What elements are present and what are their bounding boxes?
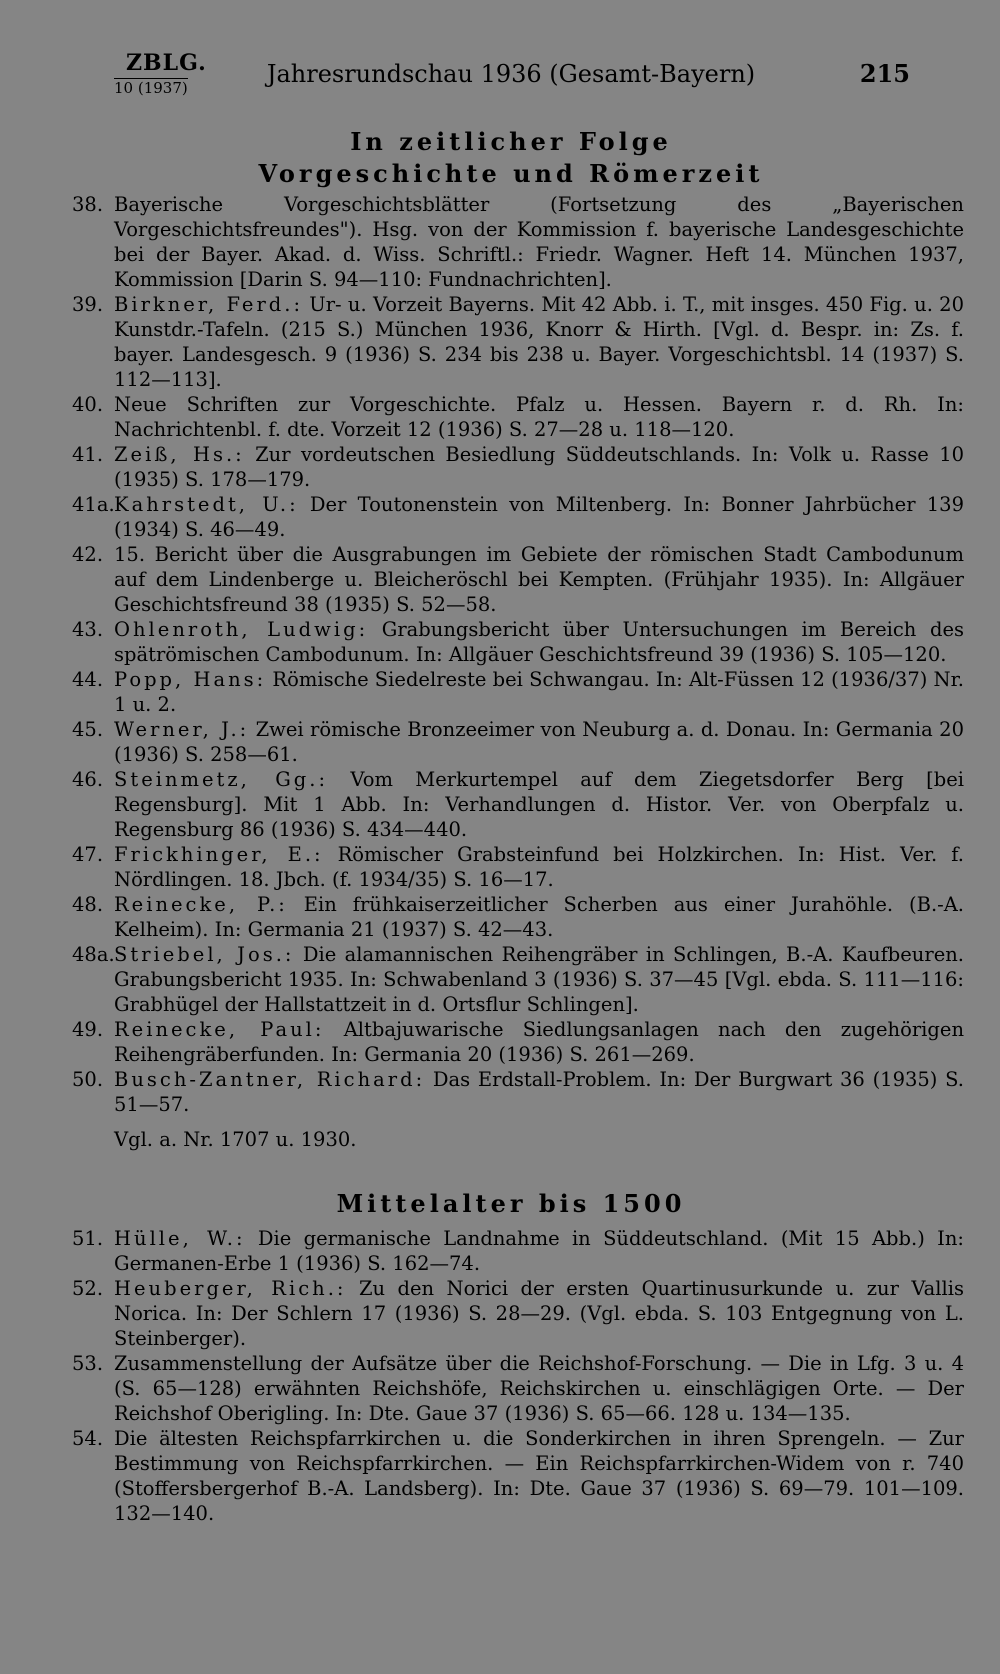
- entry-author: Birkner, Ferd.:: [114, 293, 304, 316]
- entry-number: 38.: [72, 193, 104, 216]
- entry-text: Zusammenstellung der Aufsätze über die Reichshof-Forschung. — Die in Lfg. 3 u. 4 (S. 65—128) erwähnten Reichshöfe, Reichskirchen u. einschlägigen Orte. — Der Reichshof Oberigling. In: Dte. Gaue 37 (1936) S. 65—66. 128 u. 134—135.: [114, 1352, 964, 1425]
- entry-number: 47.: [72, 843, 104, 866]
- entry-author: Ohlenroth, Ludwig:: [114, 618, 369, 641]
- bibliography-entry: [58, 192, 964, 292]
- entry-text: Römische Siedelreste bei Schwangau. In: Alt-Füssen 12 (1936/37) Nr. 1 u. 2.: [114, 668, 964, 716]
- entry-text: Die alamannischen Reihengräber in Schlingen, B.-A. Kaufbeuren. Grabungsbericht 1935. In: Schwabenland 3 (1936) S. 37—45 [Vgl. ebda. S. 111—116: Grabhügel der Hallstattzeit in d. Ortsflur Schlingen].: [114, 943, 964, 1016]
- bibliography-entry: [58, 392, 964, 442]
- entry-number: 41.: [72, 443, 104, 466]
- bibliography-entry: [58, 1226, 964, 1276]
- bibliography-entry: [58, 1426, 964, 1526]
- bibliography-entry: [58, 1067, 964, 1117]
- entry-author: Reinecke, P.:: [114, 893, 288, 916]
- entry-number: 46.: [72, 768, 104, 791]
- entry-author: Frickhinger, E.:: [114, 843, 324, 866]
- entry-number: 48.: [72, 893, 104, 916]
- bibliography-entry: [58, 617, 964, 667]
- bibliography-entry: [58, 1276, 964, 1351]
- bibliography-entry: [58, 1017, 964, 1067]
- running-title: Jahresrundschau 1936 (Gesamt-Bayern): [266, 60, 756, 88]
- middle-ages-bibliography-list: [58, 1226, 964, 1526]
- entry-text: Zu den Norici der ersten Quartinusurkunde u. zur Vallis Norica. In: Der Schlern 17 (1936) S. 28—29. (Vgl. ebda. S. 103 Entgegnung von L. Steinberger).: [114, 1277, 965, 1350]
- entry-text: Ein frühkaiserzeitlicher Scherben aus einer Jurahöhle. (B.-A. Kelheim). In: Germania 21 (1937) S. 42—43.: [114, 893, 965, 941]
- entry-text: Grabungsbericht über Untersuchungen im Bereich des spätrömischen Cambodunum. In: Allgäuer Geschichtsfreund 39 (1936) S. 105—120.: [114, 618, 964, 666]
- entry-number: 48a.: [72, 943, 115, 966]
- entry-text: Neue Schriften zur Vorgeschichte. Pfalz u. Hessen. Bayern r. d. Rh. In: Nachrichtenbl. f. dte. Vorzeit 12 (1936) S. 27—28 u. 118—120.: [114, 393, 964, 441]
- entry-number: 40.: [72, 393, 104, 416]
- entry-text: Römischer Grabsteinfund bei Holzkirchen. In: Hist. Ver. f. Nördlingen. 18. Jbch. (f. 1934/35) S. 16—17.: [114, 843, 964, 891]
- entry-number: 53.: [72, 1352, 104, 1375]
- entry-text: Zur vordeutschen Besiedlung Süddeutschlands. In: Volk u. Rasse 10 (1935) S. 178—179.: [114, 443, 965, 491]
- entry-text: Die germanische Landnahme in Süddeutschland. (Mit 15 Abb.) In: Germanen-Erbe 1 (1936) S. 162—74.: [114, 1227, 964, 1275]
- entry-author: Striebel, Jos.:: [114, 943, 295, 966]
- bibliography-entry: [58, 942, 964, 1017]
- entry-number: 49.: [72, 1018, 104, 1041]
- page-number: 215: [859, 59, 910, 88]
- bibliography-entry: [58, 442, 964, 492]
- entry-text: Ur- u. Vorzeit Bayerns. Mit 42 Abb. i. T., mit insges. 450 Fig. u. 20 Kunstdr.-Tafeln. (215 S.) München 1936, Knorr & Hirth. [Vgl. d. Bespr. in: Zs. f. bayer. Landesgesch. 9 (1936) S. 234 bis 238 u. Bayer. Vorgeschichtsbl. 14 (1937) S. 112—113].: [114, 293, 964, 391]
- see-also-reference: Vgl. a. Nr. 1707 u. 1930.: [114, 1128, 357, 1151]
- entry-author: Busch-Zantner, Richard:: [114, 1068, 426, 1091]
- bibliography-entry: [58, 492, 964, 542]
- entry-text: Altbajuwarische Siedlungsanlagen nach den zugehörigen Reihengräberfunden. In: Germania 20 (1936) S. 261—269.: [114, 1018, 964, 1066]
- bibliography-entry: [58, 842, 964, 892]
- entry-author: Kahrstedt, U.:: [114, 493, 299, 516]
- entry-author: Popp, Hans:: [114, 668, 267, 691]
- entry-number: 44.: [72, 668, 104, 691]
- entry-number: 52.: [72, 1277, 104, 1300]
- entry-number: 41a.: [72, 493, 115, 516]
- entry-text: Zwei römische Bronzeeimer von Neuburg a. d. Donau. In: Germania 20 (1936) S. 258—61.: [114, 718, 964, 766]
- entry-number: 43.: [72, 618, 104, 641]
- page-header: [58, 0, 964, 100]
- entry-text: Die ältesten Reichspfarrkirchen u. die Sonderkirchen in ihren Sprengeln. — Zur Bestimmung von Reichspfarrkirchen. — Ein Reichspfarrkirchen-Widem von r. 740 (Stoffersbergerhof B.-A. Landsberg). In: Dte. Gaue 37 (1936) S. 69—79. 101—109. 132—140.: [114, 1427, 964, 1525]
- entry-text: Das Erdstall-Problem. In: Der Burgwart 36 (1935) S. 51—57.: [114, 1068, 965, 1116]
- entry-text: 15. Bericht über die Ausgrabungen im Gebiete der römischen Stadt Cambodunum auf dem Lindenberge u. Bleicheröschl bei Kempten. (Frühjahr 1935). In: Allgäuer Geschichtsfreund 38 (1935) S. 52—58.: [114, 543, 964, 616]
- entry-author: Heuberger, Rich.:: [114, 1277, 347, 1300]
- entry-number: 45.: [72, 718, 104, 741]
- entry-author: Steinmetz, Gg.:: [114, 768, 329, 791]
- entry-number: 39.: [72, 293, 104, 316]
- bibliography-entry: [58, 717, 964, 767]
- entry-number: 54.: [72, 1427, 104, 1450]
- bibliography-entry: [58, 292, 964, 392]
- bibliography-entry: [58, 667, 964, 717]
- entry-author: Werner, J.:: [114, 718, 250, 741]
- entry-author: Zeiß, Hs.:: [114, 443, 245, 466]
- bibliography-entry: [58, 542, 964, 617]
- entry-number: 51.: [72, 1227, 104, 1250]
- heading-chronological-order: In zeitlicher Folge: [350, 127, 672, 156]
- bibliography-entry: [58, 1351, 964, 1426]
- prehistory-bibliography-list: [58, 192, 964, 1117]
- entry-author: Reinecke, Paul:: [114, 1018, 325, 1041]
- entry-number: 42.: [72, 543, 104, 566]
- entry-author: Hülle, W.:: [114, 1227, 246, 1250]
- bibliography-entry: [58, 767, 964, 842]
- journal-abbreviation: ZBLG.: [126, 50, 207, 76]
- bibliography-entry: [58, 892, 964, 942]
- heading-prehistory: Vorgeschichte und Römerzeit: [258, 159, 764, 188]
- journal-issue: 10 (1937): [114, 79, 188, 97]
- entry-number: 50.: [72, 1068, 104, 1091]
- heading-middle-ages: Mittelalter bis 1500: [336, 1189, 686, 1218]
- entry-text: Bayerische Vorgeschichtsblätter (Fortsetzung des „Bayerischen Vorgeschichtsfreundes"). Hsg. von der Kommission f. bayerische Landesgeschichte bei der Bayer. Akad. d. Wiss. Schriftl.: Friedr. Wagner. Heft 14. München 1937, Kommission [Darin S. 94—110: Fundnachrichten].: [114, 193, 964, 291]
- entry-text: Vom Merkurtempel auf dem Ziegetsdorfer Berg [bei Regensburg]. Mit 1 Abb. In: Verhandlungen d. Histor. Ver. von Oberpfalz u. Regensburg 86 (1936) S. 434—440.: [114, 768, 964, 841]
- entry-text: Der Toutonenstein von Miltenberg. In: Bonner Jahrbücher 139 (1934) S. 46—49.: [114, 493, 964, 541]
